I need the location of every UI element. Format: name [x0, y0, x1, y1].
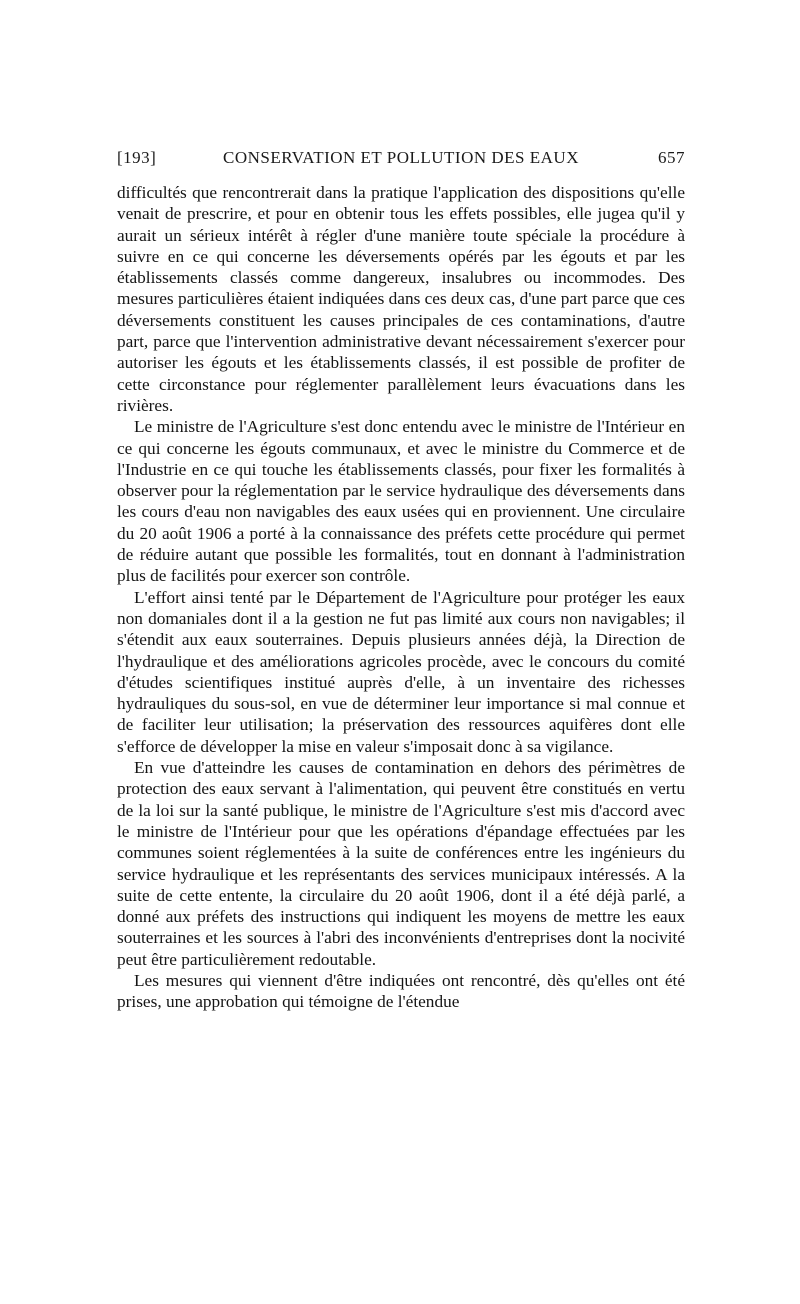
page-reference: [193] — [117, 148, 157, 167]
paragraph: En vue d'atteindre les causes de contamination en dehors des périmètres de protection des eaux servant à l'alimentation, qui peuvent être constitués en vertu de la loi sur la santé publique, le ministre de l'Agriculture s'est mis d'accord avec le ministre de l'Intérieur pour que les opérations d'épandage effectuées par les communes soient réglementées à la suite de conférences entre les ingénieurs du service hydraulique et les représentants des services municipaux intéressés. A la suite de cette entente, la circulaire du 20 août 1906, dont il a été déjà parlé, a donné aux préfets des instructions qui indiquent les moyens de mettre les eaux souterraines et les sources à l'abri des inconvénients d'entreprises dont la nocivité peut être particulièrement redoutable. — [117, 758, 685, 969]
chapter-title: CONSERVATION ET POLLUTION DES EAUX — [223, 148, 579, 167]
paragraph: Le ministre de l'Agriculture s'est donc entendu avec le ministre de l'Intérieur en ce qui concerne les égouts communaux, et avec le ministre du Commerce et de l'Industrie en ce qui touche les établissements classés, pour fixer les formalités à observer pour la réglementation par le service hydraulique des déversements dans les cours d'eau non navigables des eaux usées qui en proviennent. Une circulaire du 20 août 1906 a porté à la connaissance des préfets cette procédure qui permet de réduire autant que possible les formalités, tout en donnant à l'administration plus de facilités pour exercer son contrôle. — [117, 417, 685, 586]
paragraph: Les mesures qui viennent d'être indiquées ont rencontré, dès qu'elles ont été prises, une approbation qui témoigne de l'étendue — [117, 970, 685, 1012]
paragraph: difficultés que rencontrerait dans la pratique l'application des dispositions qu'elle venait de prescrire, et pour en obtenir tous les effets possibles, elle jugea qu'il y aurait un sérieux intérêt à régler d'une manière toute spéciale la procédure à suivre en ce qui concerne les déversements opérés par les égouts et par les établissements classés comme dangereux, insalubres ou incommodes. Des mesures particulières étaient indiquées dans ces deux cas, d'une part parce que ces déversements constituent les causes principales de ces contaminations, d'autre part, parce que l'intervention administrative devant nécessairement s'exercer pour autoriser les égouts et les établissements classés, il est possible de profiter de cette circonstance pour réglementer parallèlement leurs évacuations dans les rivières. — [117, 183, 685, 415]
running-header — [117, 148, 685, 172]
body-text — [117, 182, 685, 1013]
page-number: 657 — [658, 148, 685, 167]
paragraph: L'effort ainsi tenté par le Département de l'Agriculture pour protéger les eaux non domaniales dont il a la gestion ne fut pas limité aux cours non navigables; il s'étendit aux eaux souterraines. Depuis plusieurs années déjà, la Direction de l'hydraulique et des améliorations agricoles procède, avec le concours du comité d'études scientifiques institué auprès d'elle, à un inventaire des richesses hydrauliques du sous-sol, en vue de déterminer leur importance si mal connue et de faciliter leur utilisation; la préservation des ressources aquifères dont elle s'efforce de développer la mise en valeur s'imposait donc à sa vigilance. — [117, 587, 685, 756]
